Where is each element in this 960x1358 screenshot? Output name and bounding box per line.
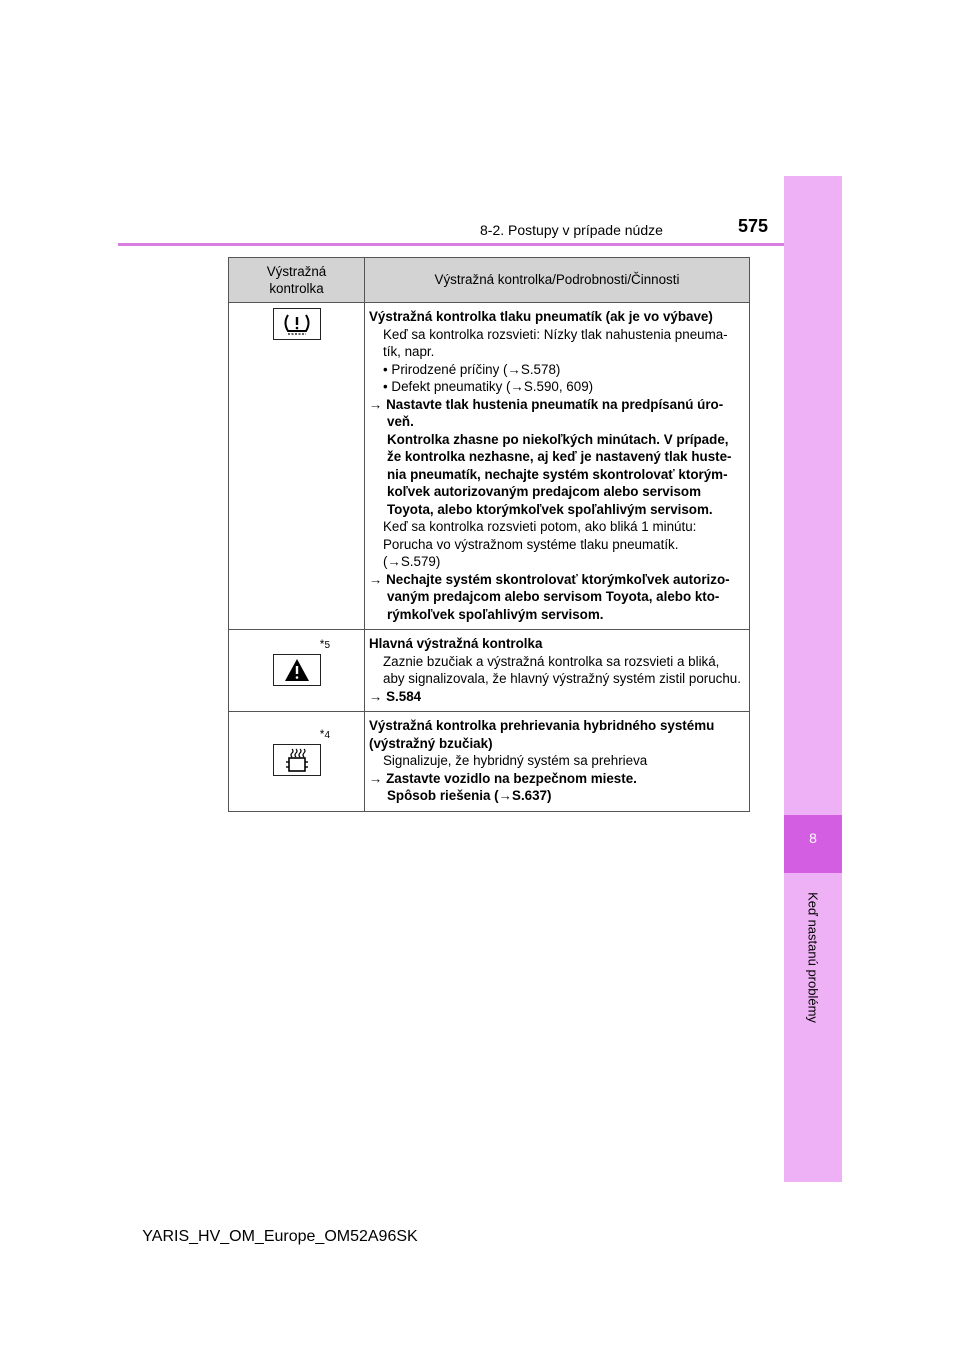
- document-id: YARIS_HV_OM_Europe_OM52A96SK: [142, 1228, 418, 1245]
- action-line: Spôsob riešenia (→S.637): [387, 788, 552, 803]
- text-line: Keď sa kontrolka rozsvieti potom, ako bliká 1 minútu:: [383, 519, 697, 534]
- icon-cell: [229, 712, 365, 812]
- text-line: (→S.579): [383, 554, 441, 569]
- text-line: tík, napr.: [383, 344, 435, 359]
- column-header-light: Výstražná kontrolka: [229, 258, 365, 303]
- action-line: Kontrolka zhasne po niekoľkých minútach. V prípade,: [387, 431, 729, 447]
- table-row: [229, 712, 750, 812]
- text-line: Keď sa kontrolka rozsvieti: Nízky tlak nahustenia pneuma-: [383, 326, 728, 342]
- action-line: → Zastavte vozidlo na bezpečnom mieste.: [369, 770, 637, 786]
- action-line: koľvek autorizovaným predajcom alebo servisom: [387, 484, 702, 499]
- footnote-marker: *4: [319, 727, 330, 741]
- page-number: 575: [738, 216, 769, 236]
- warning-lights-table: [228, 257, 750, 812]
- action-line: → S.584: [369, 688, 422, 704]
- table-header-row: [229, 258, 750, 303]
- action-line: → Nechajte systém skontrolovať ktorýmkoľvek autorizo-: [369, 571, 730, 587]
- action-line: nia pneumatík, nechajte systém skontrolovať ktorým-: [387, 466, 728, 482]
- action-line: rýmkoľvek spoľahlivým servisom.: [387, 606, 604, 622]
- tire-pressure-warning-icon: [273, 308, 321, 340]
- master-warning-icon: [273, 654, 321, 686]
- light-title: Výstražná kontrolka tlaku pneumatík (ak je vo výbave): [369, 309, 713, 324]
- action-line: → Nastavte tlak hustenia pneumatík na predpísanú úro-: [369, 396, 724, 412]
- action-line: že kontrolka nezhasne, aj keď je nastavený tlak huste-: [387, 449, 732, 464]
- section-title: 8-2. Postupy v prípade núdze: [480, 222, 663, 238]
- light-title: (výstražný bzučiak): [369, 735, 493, 751]
- icon-cell: [229, 630, 365, 712]
- action-line: vaným predajcom alebo servisom Toyota, alebo kto-: [387, 589, 720, 604]
- icon-cell: [229, 303, 365, 630]
- details-cell: [365, 630, 750, 712]
- text-line: Zaznie bzučiak a výstražná kontrolka sa rozsvieti a bliká,: [383, 653, 720, 669]
- header-divider: [118, 243, 784, 246]
- text-line: Porucha vo výstražnom systéme tlaku pneumatík.: [383, 536, 679, 552]
- text-line: Signalizuje, že hybridný systém sa prehrieva: [383, 753, 648, 768]
- bullet-item: • Prirodzené príčiny (→S.578): [383, 361, 561, 377]
- action-line: Toyota, alebo ktorýmkoľvek spoľahlivým servisom.: [387, 501, 713, 517]
- table-row: [229, 303, 750, 630]
- column-header-details: Výstražná kontrolka/Podrobnosti/Činnosti: [365, 258, 750, 303]
- details-cell: [365, 303, 750, 630]
- light-title: Výstražná kontrolka prehrievania hybridného systému: [369, 718, 715, 733]
- document-footer: [0, 1228, 960, 1246]
- chapter-number: 8: [809, 830, 817, 846]
- bullet-item: • Defekt pneumatiky (→S.590, 609): [383, 379, 594, 394]
- hybrid-overheat-icon: [273, 744, 321, 776]
- footnote-marker: *5: [319, 637, 330, 651]
- chapter-title: Keď nastanú problémy: [805, 892, 821, 1023]
- details-cell: [365, 712, 750, 812]
- text-line: aby signalizovala, že hlavný výstražný systém zistil poruchu.: [383, 671, 741, 686]
- table-row: [229, 630, 750, 712]
- light-title: Hlavná výstražná kontrolka: [369, 636, 543, 651]
- action-line: veň.: [387, 414, 414, 429]
